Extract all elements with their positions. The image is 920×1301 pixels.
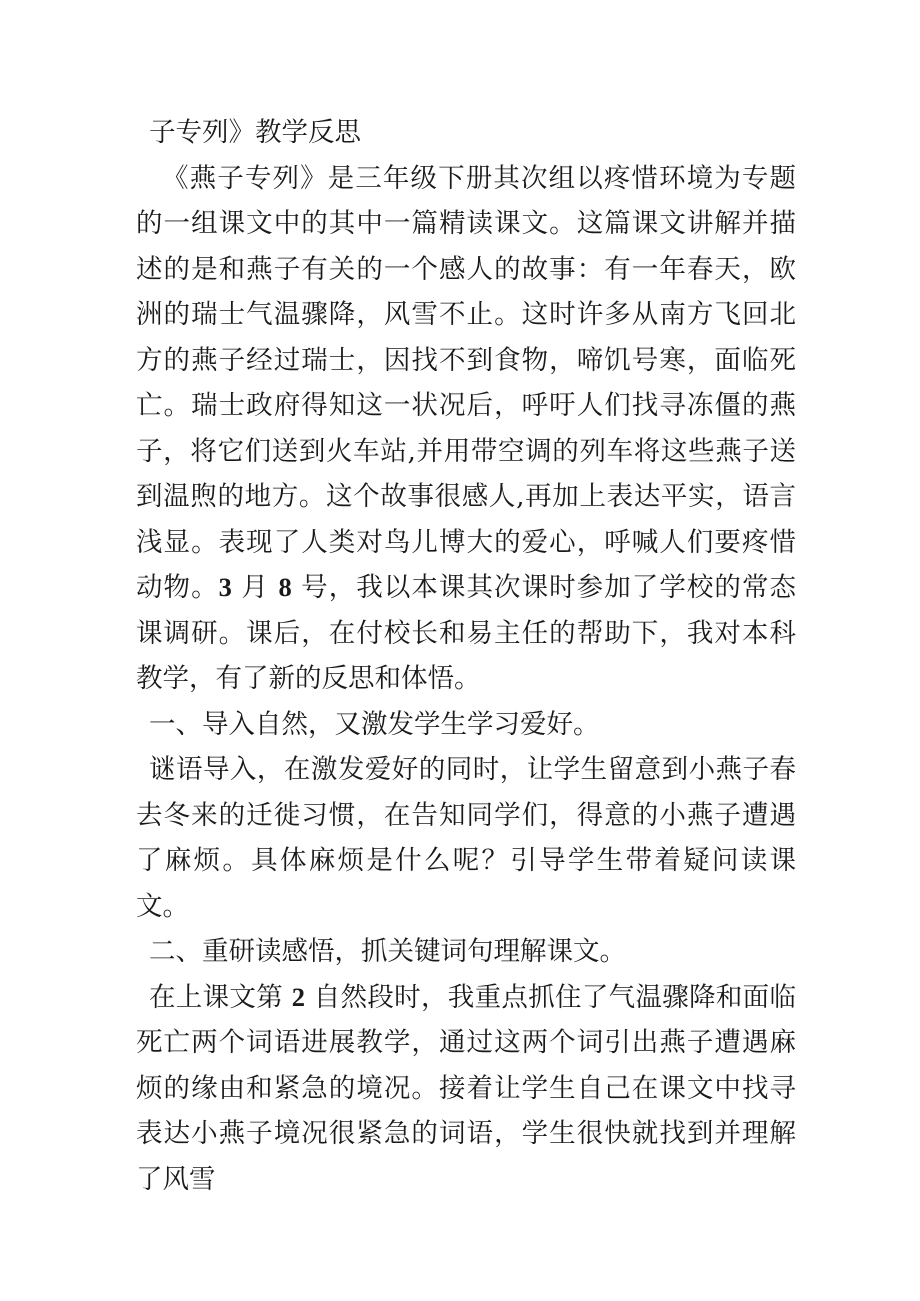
intro-text-part2: 号，我以本课其次课时参加了学校的常态课调研。课后，在付校长和易主任的帮助下，我对本科教学，有了新的反思和体悟。 bbox=[136, 572, 797, 694]
section2-body-prefix: 在上课文第 bbox=[149, 981, 284, 1013]
section2-paragraph-number: 2 bbox=[291, 981, 306, 1012]
intro-month-number: 3 bbox=[218, 572, 232, 602]
section1-body: 谜语导入，在激发爱好的同时，让学生留意到小燕子春去冬来的迁徙习惯，在告知同学们，得意的小燕子遭遇了麻烦。具体麻烦是什么呢？引导学生带着疑问读课文。 bbox=[136, 754, 796, 922]
intro-paragraph bbox=[136, 156, 796, 702]
section1-heading: 一、导入自然，又激发学生学习爱好。 bbox=[149, 708, 600, 740]
intro-day-number: 8 bbox=[278, 572, 292, 602]
intro-month-text: 月 bbox=[241, 572, 269, 603]
section2-body bbox=[136, 975, 796, 1203]
document-body bbox=[136, 110, 796, 1202]
intro-text-part1: 《燕子专列》是三年级下册其次组以疼惜环境为专题的一组课文中的其中一篇精读课文。这篇课文讲解并描述的是和燕子有关的一个感人的故事：有一年春天，欧洲的瑞士气温骤降，风雪不止。这时许多从南方飞回北方的燕子经过瑞士，因找不到食物，啼饥号寒，面临死亡。瑞士政府得知这一状况后，呼吁人们找寻冻僵的燕子，将它们送到火车站,并用带空调的列车将这些燕子送到温煦的地方。这个故事很感人,再加上表达平实，语言浅显。表现了人类对鸟儿博大的爱心，呼喊人们要疼惜动物。 bbox=[136, 162, 796, 603]
section2-heading: 二、重研读感悟，抓关键词句理解课文。 bbox=[149, 936, 626, 967]
section2-body-suffix: 自然段时，我重点抓住了气温骤降和面临死亡两个词语进展教学，通过这两个词引出燕子遭遇麻烦的缘由和紧急的境况。接着让学生自己在课文中找寻表达小燕子境况很紧急的词语，学生很快就找到并理解了风雪 bbox=[136, 981, 796, 1195]
title-fragment: 子专列》教学反思 bbox=[149, 117, 361, 148]
